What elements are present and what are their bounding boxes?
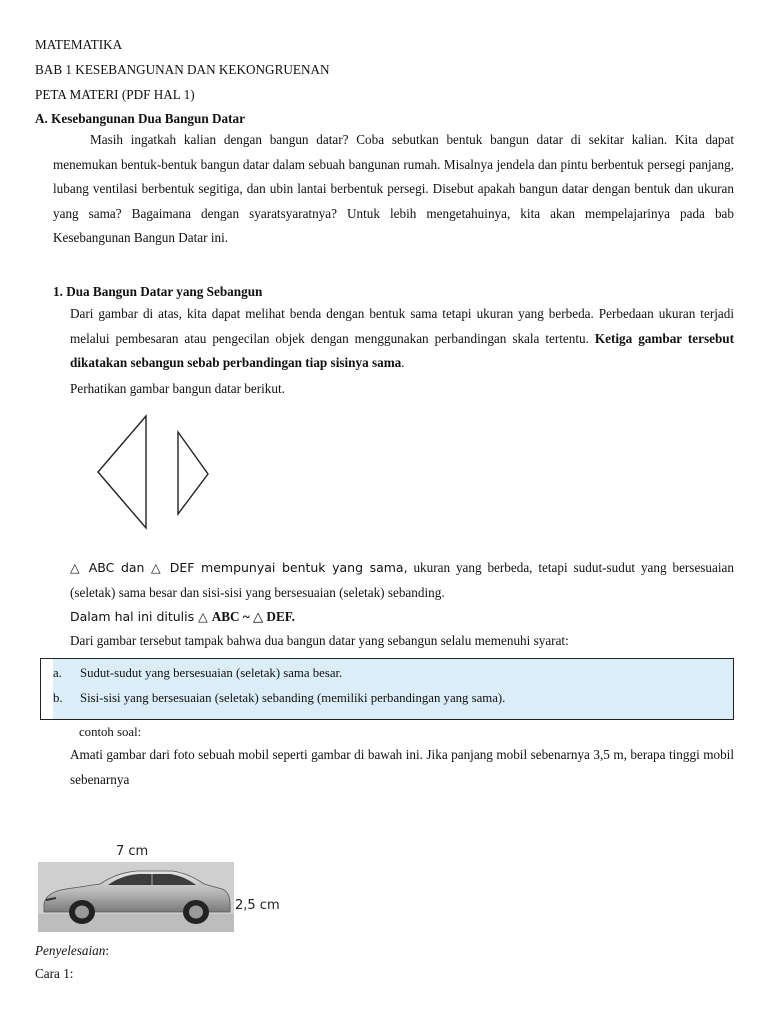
observe-figure-text: Perhatikan gambar bangun datar berikut. — [70, 381, 285, 396]
example-label: contoh soal: — [79, 725, 142, 739]
subsection-1-paragraph — [70, 302, 734, 376]
subject-heading: MATEMATIKA — [35, 37, 123, 52]
solution-label-text: Penyelesaian — [35, 943, 106, 958]
similarity-notation — [70, 608, 295, 626]
triangle-abc — [98, 416, 146, 528]
condition-label: b. — [53, 691, 63, 705]
triangles-figure — [96, 414, 212, 532]
car-photo — [38, 862, 234, 932]
condition-label: a. — [53, 666, 62, 680]
notation-prefix: Dalam hal ini ditulis △ — [70, 609, 212, 624]
section-a-title: A. Kesebangunan Dua Bangun Datar — [35, 111, 245, 126]
condition-text: Sudut-sudut yang bersesuaian (seletak) sama besar. — [80, 666, 343, 680]
para-text: Dari gambar di atas, kita dapat melihat benda dengan bentuk sama tetapi ukuran yang berbeda. Perbedaan ukuran terjadi melalui pembesaran atau pengecilan objek dengan menggunakan perbandingan skala tertentu. — [70, 306, 734, 346]
car-figure — [30, 842, 290, 934]
car-height-label: 2,5 cm — [235, 898, 280, 913]
notation-bold: ABC ~ △ DEF. — [211, 609, 295, 624]
triangle-description-rest: ukuran yang berbeda, tetapi sudut-sudut yang bersesuaian (seletak) sama besar dan sisi-sisi yang bersesuaian (seletak) sebanding. — [70, 560, 734, 600]
triangle-def — [178, 432, 208, 514]
triangle-description-sans: △ ABC dan △ DEF mempunyai bentuk yang sama, — [70, 560, 408, 575]
subsection-1-title: 1. Dua Bangun Datar yang Sebangun — [53, 284, 263, 299]
triangle-description — [70, 556, 734, 605]
condition-text: Sisi-sisi yang bersesuaian (seletak) sebanding (memiliki perbandingan yang sama). — [80, 691, 506, 705]
concept-map-heading: PETA MATERI (PDF HAL 1) — [35, 87, 195, 102]
solution-colon: : — [105, 943, 109, 958]
conditions-box — [40, 658, 734, 720]
conclusion-text: Dari gambar tersebut tampak bahwa dua bangun datar yang sebangun selalu memenuhi syarat: — [70, 633, 569, 648]
method-1-label: Cara 1: — [35, 966, 74, 981]
example-problem: Amati gambar dari foto sebuah mobil seperti gambar di bawah ini. Jika panjang mobil sebenarnya 3,5 m, berapa tinggi mobil sebenarnya — [70, 747, 734, 787]
car-width-label: 7 cm — [116, 844, 149, 859]
para-bold: Ketiga gambar tersebut dikatakan sebangun sebab perbandingan tiap sisinya sama — [70, 330, 734, 371]
para-end: . — [401, 355, 405, 371]
section-a-paragraph: Masih ingatkah kalian dengan bangun datar? Coba sebutkan bentuk bangun datar di sekitar kalian. Kita dapat menemukan bentuk-bentuk bangun datar dalam sebuah bangunan rumah. Misalnya jendela dan pintu berbentuk persegi panjang, lubang ventilasi berbentuk segitiga, dan ubin lantai berbentuk persegi. Disebut apakah bangun datar dengan bentuk dan ukuran yang sama? Bagaimana dengan syaratsyaratnya? Untuk lebih mengetahuinya, kita akan mempelajarinya pada bab Kesebangunan Bangun Datar ini. — [53, 132, 734, 246]
chapter-heading: BAB 1 KESEBANGUNAN DAN KEKONGRUENAN — [35, 62, 330, 77]
solution-label — [35, 942, 109, 960]
